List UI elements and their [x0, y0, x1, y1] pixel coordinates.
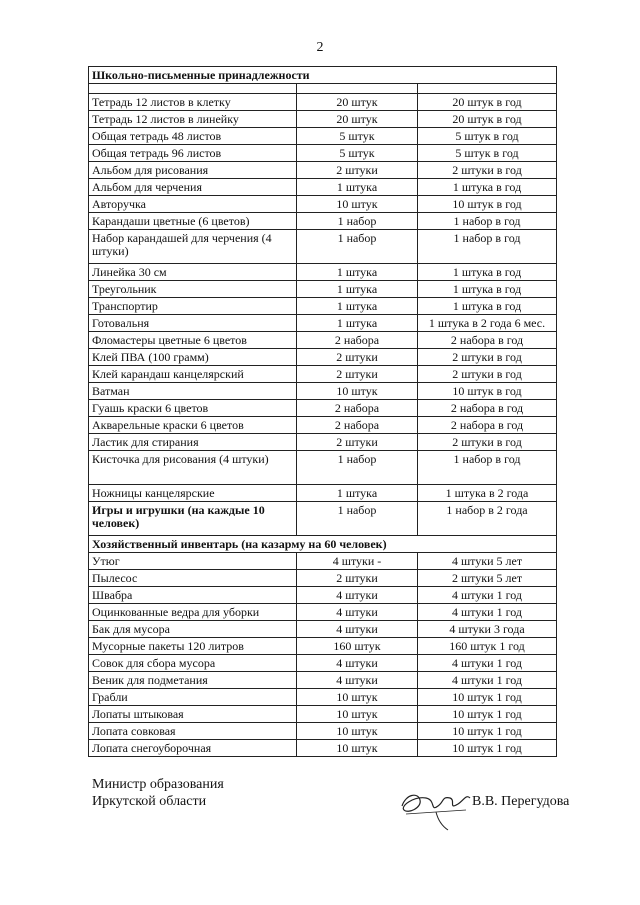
- item-name: Альбом для черчения: [89, 179, 297, 196]
- item-name: Игры и игрушки (на каждые 10 человек): [89, 502, 297, 536]
- signature-mark: [396, 784, 476, 832]
- table-row: [89, 604, 557, 621]
- item-quantity: 1 штука: [297, 315, 418, 332]
- table-row: [89, 128, 557, 145]
- table-row: [89, 723, 557, 740]
- item-norm: 1 штука в год: [418, 281, 557, 298]
- table-row: [89, 502, 557, 536]
- item-quantity: 4 штуки: [297, 604, 418, 621]
- item-quantity: 4 штуки: [297, 621, 418, 638]
- item-norm: 1 штука в год: [418, 179, 557, 196]
- table-row: [89, 315, 557, 332]
- item-norm: 2 штуки в год: [418, 349, 557, 366]
- item-quantity: 1 штука: [297, 298, 418, 315]
- item-norm: 20 штук в год: [418, 111, 557, 128]
- item-name: Ластик для стирания: [89, 434, 297, 451]
- item-norm: 4 штуки 3 года: [418, 621, 557, 638]
- item-quantity: 20 штук: [297, 94, 418, 111]
- item-name: Общая тетрадь 48 листов: [89, 128, 297, 145]
- table-row: [89, 196, 557, 213]
- item-norm: 1 набор в год: [418, 230, 557, 264]
- item-name: Карандаши цветные (6 цветов): [89, 213, 297, 230]
- table-row: [89, 434, 557, 451]
- item-quantity: 1 штука: [297, 281, 418, 298]
- table-row: [89, 706, 557, 723]
- item-name: Лопата снегоуборочная: [89, 740, 297, 757]
- table-row: [89, 281, 557, 298]
- item-name: Клей карандаш канцелярский: [89, 366, 297, 383]
- item-norm: 20 штук в год: [418, 94, 557, 111]
- item-quantity: 10 штук: [297, 723, 418, 740]
- table-row: [89, 638, 557, 655]
- table-row: [89, 264, 557, 281]
- item-name: Лопата совковая: [89, 723, 297, 740]
- table-row: [89, 298, 557, 315]
- spacer-row: [89, 84, 557, 94]
- item-name: Мусорные пакеты 120 литров: [89, 638, 297, 655]
- item-name: Швабра: [89, 587, 297, 604]
- item-quantity: 2 штуки: [297, 366, 418, 383]
- supplies-table: [88, 66, 557, 757]
- item-norm: 2 штуки в год: [418, 366, 557, 383]
- item-norm: 2 штуки 5 лет: [418, 570, 557, 587]
- item-quantity: 2 штуки: [297, 349, 418, 366]
- item-name: Веник для подметания: [89, 672, 297, 689]
- item-name: Ватман: [89, 383, 297, 400]
- table-row: [89, 655, 557, 672]
- item-norm: 1 набор в год: [418, 213, 557, 230]
- item-norm: 160 штук 1 год: [418, 638, 557, 655]
- footer-position: [92, 776, 224, 810]
- page-number: 2: [316, 40, 324, 55]
- section-title: Хозяйственный инвентарь (на казарму на 60 человек): [89, 536, 557, 553]
- item-quantity: 1 штука: [297, 485, 418, 502]
- item-norm: 4 штуки 5 лет: [418, 553, 557, 570]
- item-quantity: 1 набор: [297, 451, 418, 485]
- table-row: [89, 553, 557, 570]
- table-row: [89, 587, 557, 604]
- section-header-row: [89, 536, 557, 553]
- table-row: [89, 230, 557, 264]
- item-quantity: 1 набор: [297, 230, 418, 264]
- item-quantity: 10 штук: [297, 706, 418, 723]
- item-name: Транспортир: [89, 298, 297, 315]
- item-quantity: 10 штук: [297, 383, 418, 400]
- item-quantity: 160 штук: [297, 638, 418, 655]
- item-quantity: 4 штуки: [297, 672, 418, 689]
- table-row: [89, 621, 557, 638]
- item-name: Фломастеры цветные 6 цветов: [89, 332, 297, 349]
- item-quantity: 4 штуки: [297, 587, 418, 604]
- table-row: [89, 383, 557, 400]
- item-quantity: 2 набора: [297, 332, 418, 349]
- item-norm: 5 штук в год: [418, 128, 557, 145]
- item-norm: 5 штук в год: [418, 145, 557, 162]
- item-norm: 4 штуки 1 год: [418, 655, 557, 672]
- item-name: Кисточка для рисования (4 штуки): [89, 451, 297, 485]
- item-name: Готовальня: [89, 315, 297, 332]
- item-quantity: 5 штук: [297, 145, 418, 162]
- table-row: [89, 485, 557, 502]
- table-row: [89, 94, 557, 111]
- item-norm: 2 штуки в год: [418, 434, 557, 451]
- item-quantity: 10 штук: [297, 689, 418, 706]
- item-norm: 10 штук 1 год: [418, 706, 557, 723]
- table-row: [89, 400, 557, 417]
- item-name: Набор карандашей для черчения (4 штуки): [89, 230, 297, 264]
- item-name: Общая тетрадь 96 листов: [89, 145, 297, 162]
- item-quantity: 10 штук: [297, 196, 418, 213]
- table-row: [89, 145, 557, 162]
- spacer-cell: [418, 84, 557, 94]
- item-quantity: 1 набор: [297, 213, 418, 230]
- section-header-row: [89, 67, 557, 84]
- position-line-1: Министр образования: [92, 777, 224, 792]
- table-row: [89, 689, 557, 706]
- item-quantity: 2 штуки: [297, 162, 418, 179]
- item-norm: 2 набора в год: [418, 400, 557, 417]
- item-name: Грабли: [89, 689, 297, 706]
- item-name: Тетрадь 12 листов в линейку: [89, 111, 297, 128]
- item-norm: 1 набор в 2 года: [418, 502, 557, 536]
- item-name: Совок для сбора мусора: [89, 655, 297, 672]
- item-name: Акварельные краски 6 цветов: [89, 417, 297, 434]
- item-norm: 10 штук 1 год: [418, 723, 557, 740]
- table-row: [89, 179, 557, 196]
- item-norm: 1 штука в 2 года 6 мес.: [418, 315, 557, 332]
- item-name: Ножницы канцелярские: [89, 485, 297, 502]
- item-name: Тетрадь 12 листов в клетку: [89, 94, 297, 111]
- table-row: [89, 332, 557, 349]
- position-line-2: Иркутской области: [92, 794, 207, 809]
- item-quantity: 5 штук: [297, 128, 418, 145]
- section-title: Школьно-письменные принадлежности: [89, 67, 557, 84]
- item-quantity: 2 набора: [297, 417, 418, 434]
- item-name: Альбом для рисования: [89, 162, 297, 179]
- item-norm: 10 штук 1 год: [418, 740, 557, 757]
- item-name: Треугольник: [89, 281, 297, 298]
- table-row: [89, 111, 557, 128]
- item-quantity: 1 набор: [297, 502, 418, 536]
- table-row: [89, 451, 557, 485]
- item-norm: 1 штука в 2 года: [418, 485, 557, 502]
- item-quantity: 2 штуки: [297, 570, 418, 587]
- item-norm: 4 штуки 1 год: [418, 672, 557, 689]
- item-name: Авторучка: [89, 196, 297, 213]
- item-quantity: 10 штук: [297, 740, 418, 757]
- table-row: [89, 740, 557, 757]
- item-norm: 2 набора в год: [418, 417, 557, 434]
- table-row: [89, 366, 557, 383]
- item-name: Бак для мусора: [89, 621, 297, 638]
- item-name: Клей ПВА (100 грамм): [89, 349, 297, 366]
- item-name: Пылесос: [89, 570, 297, 587]
- table-row: [89, 213, 557, 230]
- spacer-cell: [297, 84, 418, 94]
- item-norm: 4 штуки 1 год: [418, 587, 557, 604]
- table-row: [89, 672, 557, 689]
- item-norm: 1 штука в год: [418, 264, 557, 281]
- item-quantity: 4 штуки -: [297, 553, 418, 570]
- signer-name: В.В. Перегудова: [472, 794, 570, 809]
- item-name: Линейка 30 см: [89, 264, 297, 281]
- item-norm: 10 штук в год: [418, 196, 557, 213]
- table-row: [89, 417, 557, 434]
- item-name: Утюг: [89, 553, 297, 570]
- item-name: Гуашь краски 6 цветов: [89, 400, 297, 417]
- item-norm: 1 набор в год: [418, 451, 557, 485]
- item-quantity: 1 штука: [297, 264, 418, 281]
- table-row: [89, 570, 557, 587]
- item-norm: 10 штук в год: [418, 383, 557, 400]
- item-quantity: 1 штука: [297, 179, 418, 196]
- item-norm: 4 штуки 1 год: [418, 604, 557, 621]
- spacer-cell: [89, 84, 297, 94]
- item-norm: 2 набора в год: [418, 332, 557, 349]
- item-quantity: 4 штуки: [297, 655, 418, 672]
- item-name: Лопаты штыковая: [89, 706, 297, 723]
- item-name: Оцинкованные ведра для уборки: [89, 604, 297, 621]
- item-norm: 10 штук 1 год: [418, 689, 557, 706]
- item-norm: 1 штука в год: [418, 298, 557, 315]
- item-quantity: 20 штук: [297, 111, 418, 128]
- table-row: [89, 162, 557, 179]
- item-quantity: 2 штуки: [297, 434, 418, 451]
- item-quantity: 2 набора: [297, 400, 418, 417]
- table-row: [89, 349, 557, 366]
- item-norm: 2 штуки в год: [418, 162, 557, 179]
